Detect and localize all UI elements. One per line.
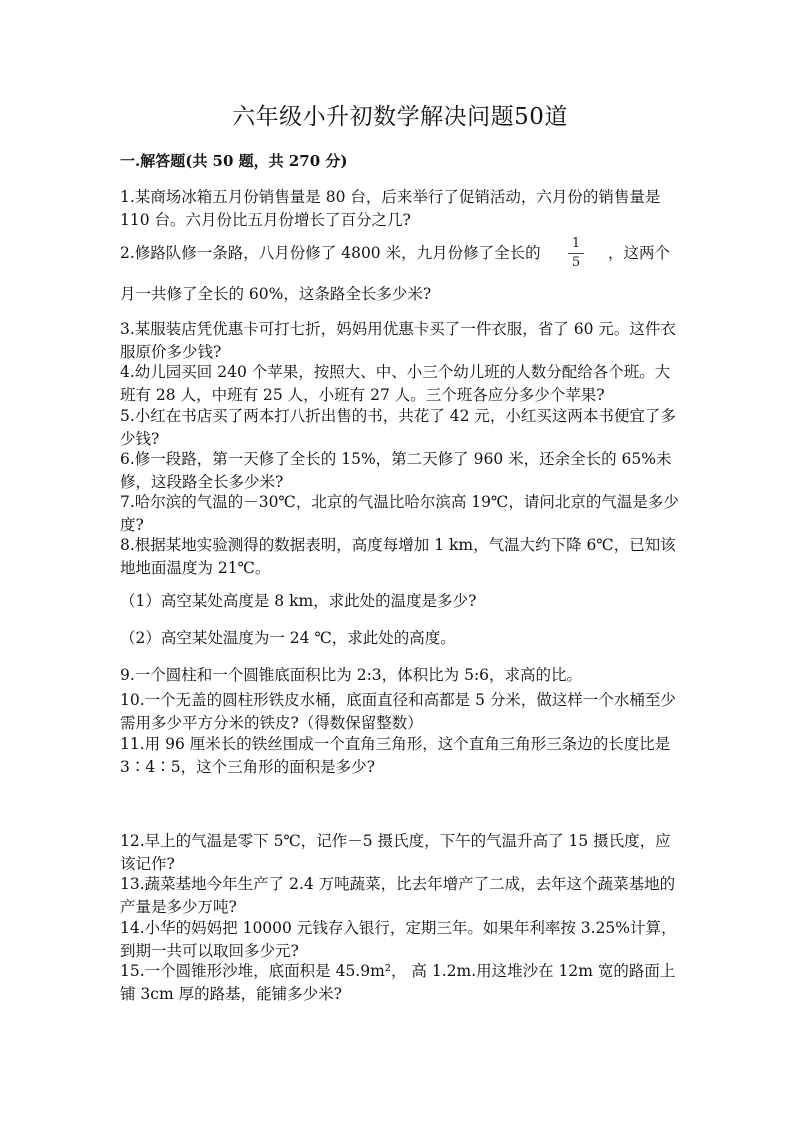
fraction-numerator: 1 — [571, 236, 581, 251]
question-9: 9.一个圆柱和一个圆锥底面积比为 2:3，体积比为 5:6，求高的比。 — [120, 666, 583, 684]
question-8-sub-2: （2）高空某处温度为一 24 ℃，求此处的高度。 — [120, 629, 456, 647]
question-8-sub-1: （1）高空某处高度是 8 km，求此处的温度是多少? — [120, 592, 477, 610]
question-12: 12.早上的气温是零下 5℃，记作－5 摄氏度，下午的气温升高了 15 摄氏度，应该记作? — [120, 832, 671, 873]
question-2-part-b: ，这两个 — [608, 244, 671, 262]
fraction-one-fifth — [565, 237, 587, 270]
question-7: 7.哈尔滨的气温的－30℃，北京的气温比哈尔滨高 19℃，请问北京的气温是多少度? — [120, 493, 679, 534]
question-2-part-c: 月一共修了全长的 60%，这条路全长多少米? — [120, 285, 432, 303]
page-title: 六年级小升初数学解决问题50道 — [232, 104, 568, 130]
fraction-denominator: 5 — [571, 255, 581, 270]
question-6: 6.修一段路，第一天修了全长的 15%，第二天修了 960 米，还余全长的 65%未修，这段路全长多少米? — [120, 450, 672, 491]
question-15: 15.一个圆锥形沙堆，底面积是 45.9m²， 高 1.2m.用这堆沙在 12m 宽的路面上铺 3cm 厚的路基，能铺多少米? — [120, 962, 676, 1003]
question-14: 14.小华的妈妈把 10000 元钱存入银行，定期三年。如果年利率按 3.25%计算，到期一共可以取回多少元? — [120, 919, 677, 960]
question-5: 5.小红在书店买了两本打八折出售的书，共花了 42 元，小红买这两本书便宜了多少钱? — [120, 407, 676, 448]
question-13: 13.蔬菜基地今年生产了 2.4 万吨蔬菜，比去年增产了二成，去年这个蔬菜基地的产量是多少万吨? — [120, 875, 676, 916]
section-heading: 一.解答题(共 50 题，共 270 分) — [120, 152, 348, 170]
fraction-bar — [568, 253, 584, 254]
question-1: 1.某商场冰箱五月份销售量是 80 台，后来举行了促销活动，六月份的销售量是 110 台。六月份比五月份增长了百分之几? — [120, 188, 661, 229]
question-4: 4.幼儿园买回 240 个苹果，按照大、中、小三个幼儿班的人数分配给各个班。大班有 28 人，中班有 25 人，小班有 27 人。三个班各应分多少个苹果? — [120, 363, 671, 404]
question-10: 10.一个无盖的圆柱形铁皮水桶，底面直径和高都是 5 分米，做这样一个水桶至少需用多少平方分米的铁皮?（得数保留整数） — [120, 691, 676, 732]
question-11: 11.用 96 厘米长的铁丝围成一个直角三角形，这个直角三角形三条边的长度比是 3∶4∶5，这个三角形的面积是多少? — [120, 735, 671, 776]
question-3: 3.某服装店凭优惠卡可打七折，妈妈用优惠卡买了一件衣服，省了 60 元。这件衣服原价多少钱? — [120, 320, 676, 361]
question-2-part-a: 2.修路队修一条路，八月份修了 4800 米，九月份修了全长的 — [120, 244, 541, 262]
question-8: 8.根据某地实验测得的数据表明，高度每增加 1 km，气温大约下降 6℃，已知该地地面温度为 21℃。 — [120, 536, 676, 577]
